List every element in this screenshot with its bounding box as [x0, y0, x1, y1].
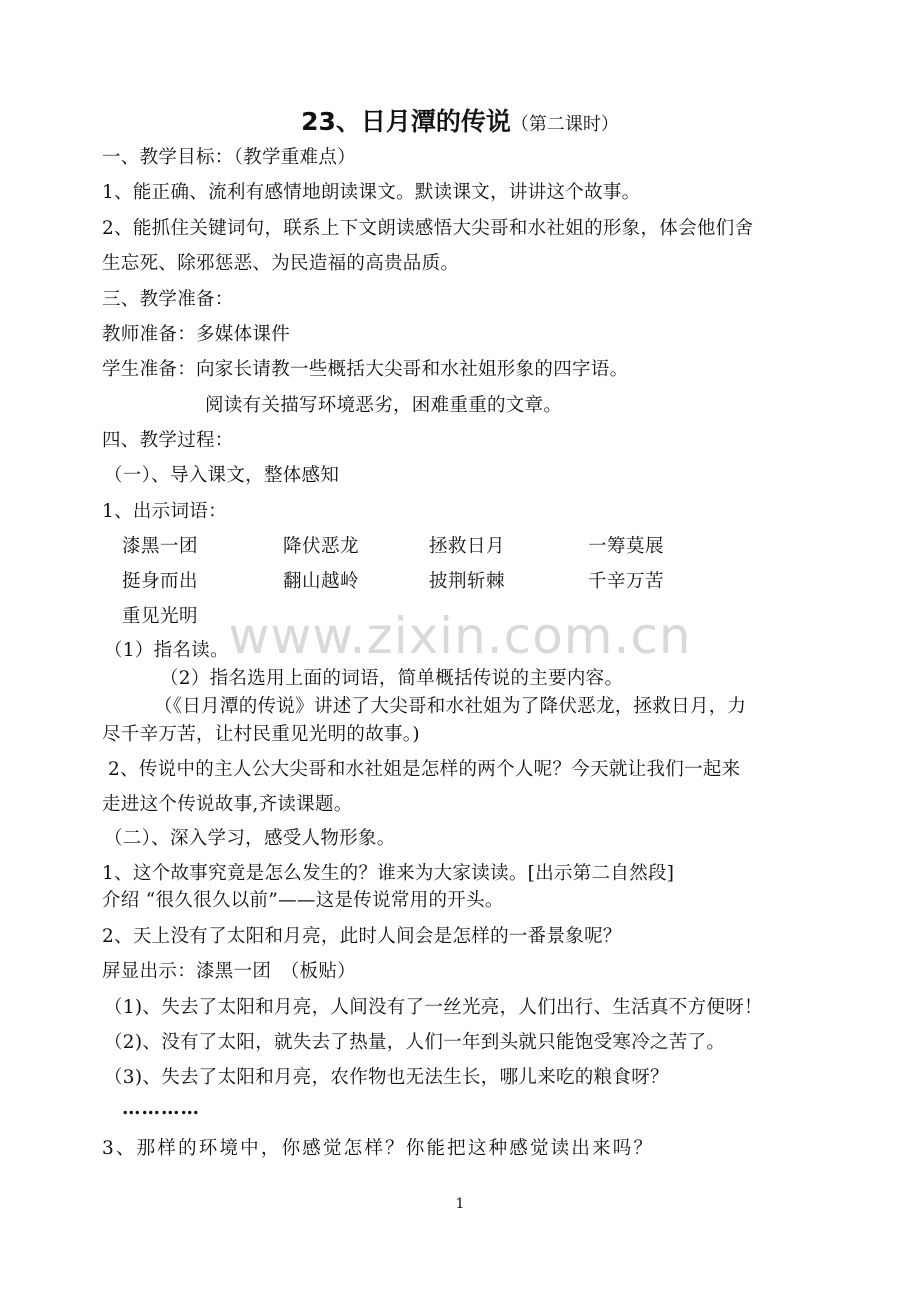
watermark: www.zixin.com.cn: [228, 607, 692, 665]
page-number: 1: [455, 1196, 465, 1212]
deep-step-2: 2、天上没有了太阳和月亮，此时人间会是怎样的一番景象呢？: [102, 926, 622, 947]
student-preparation-line-1: 学生准备：向家长请教一些概括大尖哥和水社姐形象的四字语。: [102, 359, 629, 380]
vocab-word: 降伏恶龙: [283, 536, 360, 557]
subsection-deep-study: （二）、深入学习，感受人物形象。: [104, 828, 396, 849]
scene-2: （2)、没有了太阳，就失去了热量，人们一年到头就只能饱受寒冷之苦了。: [104, 1032, 726, 1053]
subsection-intro: （一）、导入课文，整体感知: [104, 465, 340, 486]
teacher-preparation: 教师准备：多媒体课件: [102, 324, 291, 345]
vocab-word: 披荆斩棘: [429, 571, 506, 592]
vocab-word: 翻山越岭: [283, 571, 360, 592]
student-preparation-line-2: 阅读有关描写环境恶劣，困难重重的文章。: [205, 395, 563, 416]
section-heading-process: 四、教学过程：: [102, 430, 234, 451]
screen-display: 屏显出示：漆黑一团 （板贴）: [102, 961, 356, 982]
vocab-word: 一筹莫展: [588, 536, 665, 557]
page-title: [0, 102, 920, 138]
summary-line-1: （《日月潭的传说》讲述了大尖哥和水社姐为了降伏恶龙，拯救日月，力: [154, 696, 747, 717]
scene-3: （3)、失去了太阳和月亮，农作物也无法生长，哪儿来吃的粮食呀？: [104, 1067, 669, 1088]
deep-step-1: 1、这个故事究竟是怎么发生的？谁来为大家读读。[出示第二自然段]: [102, 863, 675, 884]
deep-step-3: 3、那样的环境中，你感觉怎样？你能把这种感觉读出来吗？: [102, 1138, 655, 1159]
objective-2-line-2: 生忘死、除邪惩恶、为民造福的高贵品质。: [102, 253, 460, 274]
section-heading-preparation: 三、教学准备：: [102, 289, 234, 310]
vocab-word: 挺身而出: [122, 571, 199, 592]
deep-step-1-note: 介绍 “很久很久以前”——这是传说常用的开头。: [102, 890, 504, 911]
vocab-word: 重见光明: [122, 606, 199, 627]
title-subtitle: （第二课时）: [510, 114, 619, 135]
question-2-line-2: 走进这个传说故事,齐读课题。: [102, 794, 353, 815]
section-heading-objectives: 一、教学目标：（教学重难点）: [102, 147, 356, 168]
title-main: 23、日月潭的传说: [301, 107, 511, 136]
summary-line-2: 尽千辛万苦，让村民重见光明的故事。): [102, 724, 420, 745]
vocab-word: 千辛万苦: [588, 571, 665, 592]
objective-1: 1、能正确、流利有感情地朗读课文。默读课文，讲讲这个故事。: [102, 182, 641, 203]
step-summarize: （2）指名选用上面的词语，简单概括传说的主要内容。: [160, 668, 624, 689]
vocab-word: 拯救日月: [429, 536, 506, 557]
question-2-line-1: 2、传说中的主人公大尖哥和水社姐是怎样的两个人呢？今天就让我们一起来: [108, 759, 741, 780]
objective-2-line-1: 2、能抓住关键词句，联系上下文朗读感悟大尖哥和水社姐的形象，体会他们舍: [102, 218, 754, 239]
step-read-by-name: （1）指名读。: [104, 640, 229, 661]
ellipsis: …………: [122, 1098, 200, 1119]
vocab-word: 漆黑一团: [122, 536, 199, 557]
scene-1: （1)、失去了太阳和月亮，人间没有了一丝光亮，人们出行、生活真不方便呀！: [104, 997, 763, 1018]
step-show-words: 1、出示词语：: [102, 501, 227, 522]
